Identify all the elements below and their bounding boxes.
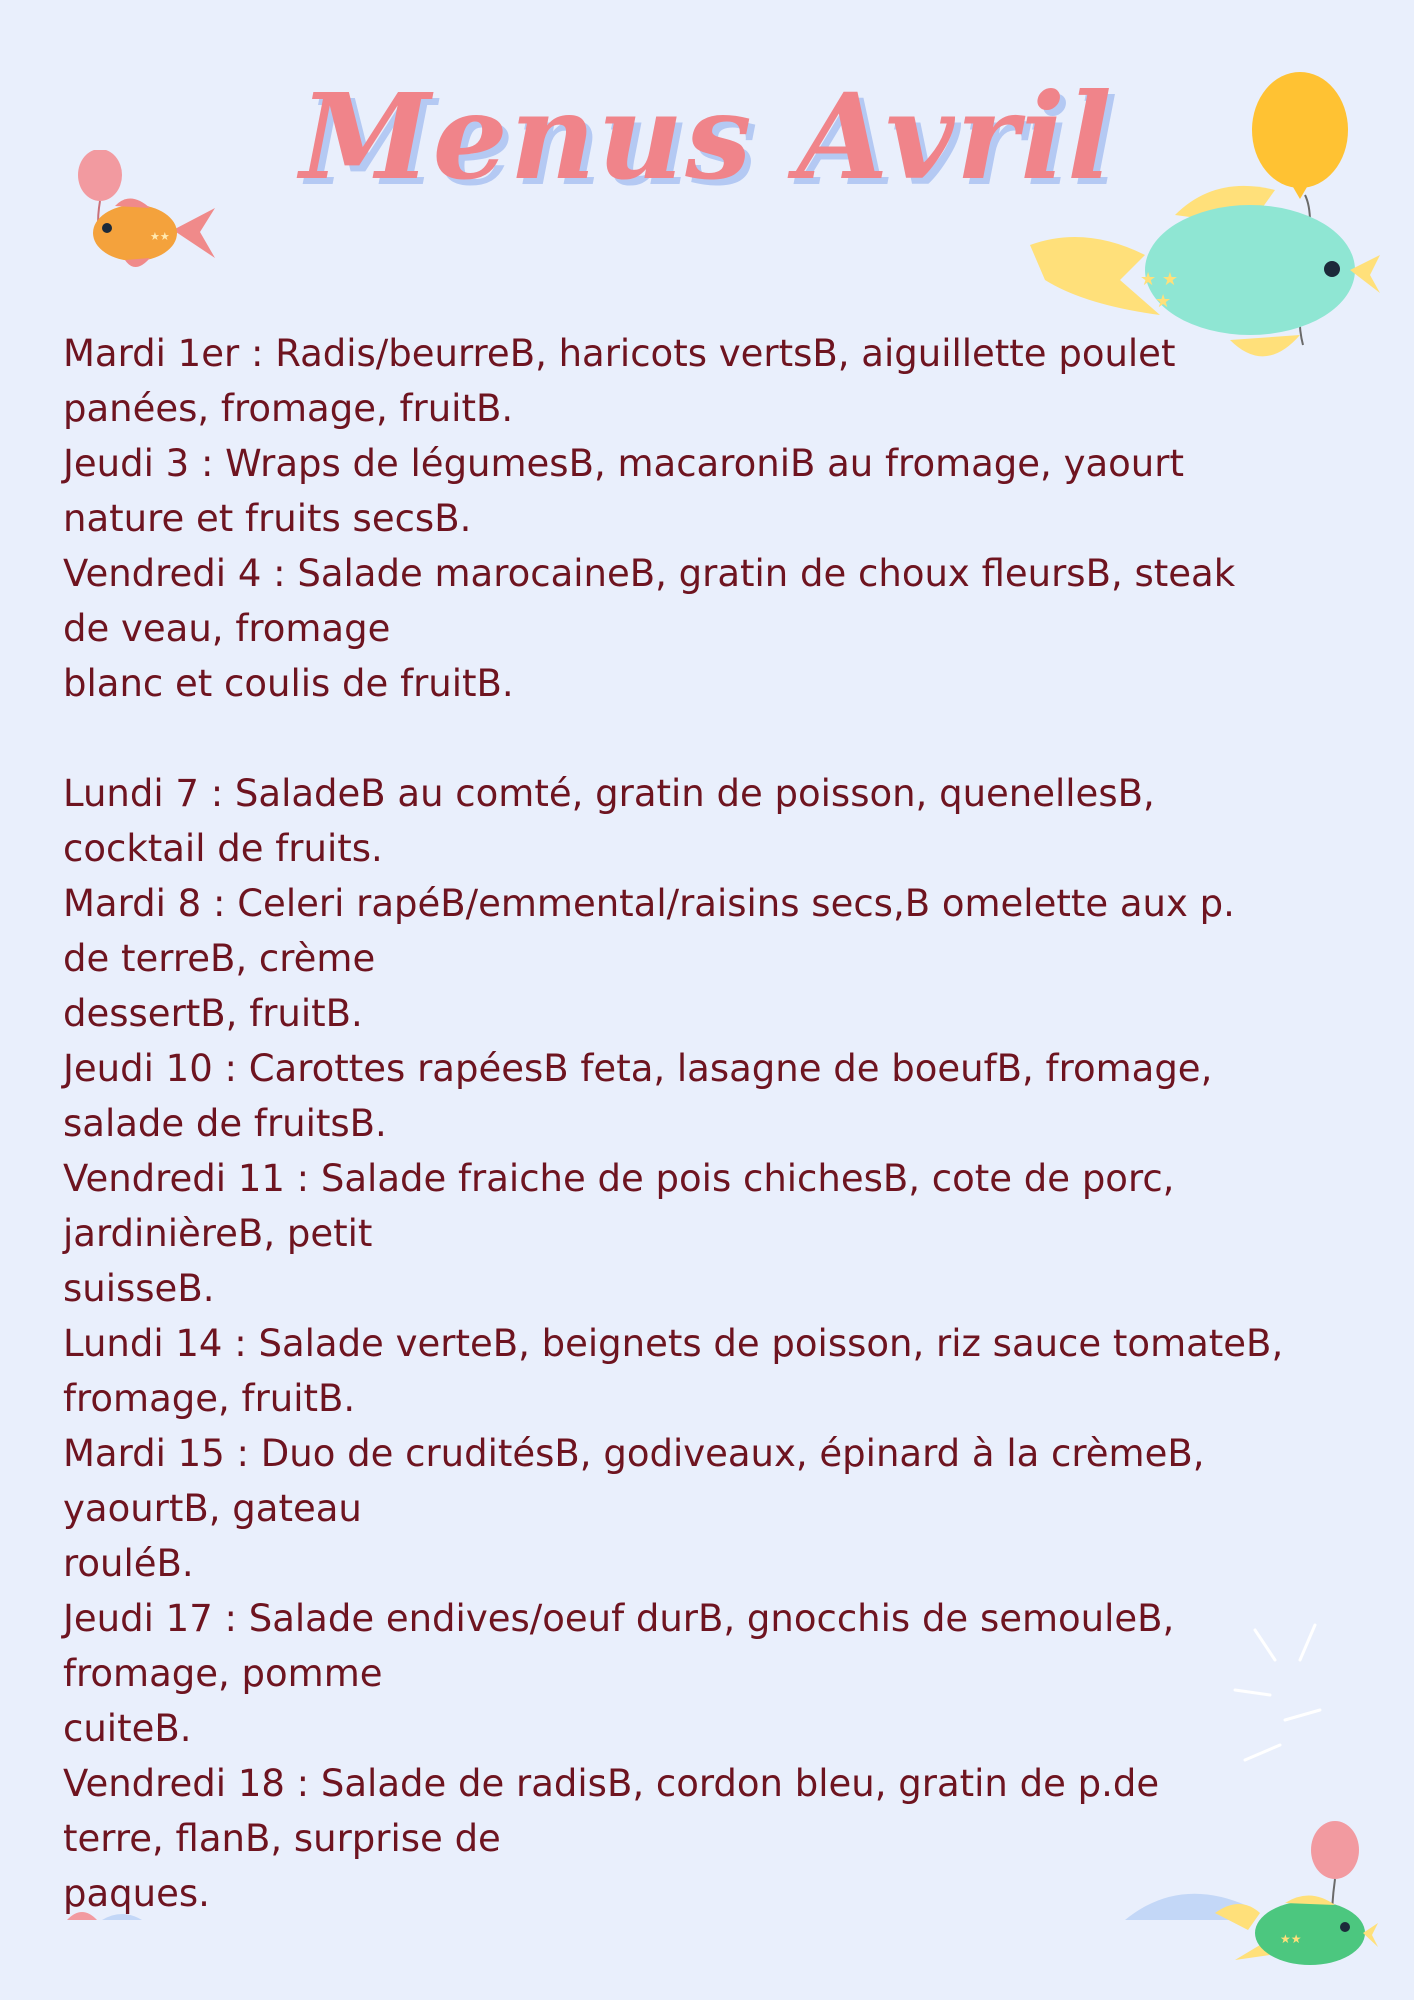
- menu-line: jardinièreB, petit: [63, 1212, 373, 1255]
- menu-list: [63, 326, 1353, 1921]
- menu-line: Mardi 15 : Duo de cruditésB, godiveaux, épinard à la crèmeB,: [63, 1432, 1205, 1475]
- menu-line: Jeudi 3 : Wraps de légumesB, macaroniB au fromage, yaourt: [63, 442, 1184, 485]
- menu-spacer-line: [63, 711, 1353, 766]
- menu-line: Mardi 1er : Radis/beurreB, haricots vertsB, aiguillette poulet: [63, 332, 1176, 375]
- svg-text:★★: ★★: [150, 230, 170, 243]
- menu-line: de veau, fromage: [63, 607, 391, 650]
- svg-text:★★: ★★: [1280, 1932, 1302, 1946]
- menu-line: de terreB, crème: [63, 937, 376, 980]
- menu-line: yaourtB, gateau: [63, 1487, 362, 1530]
- svg-text:★ ★: ★ ★: [1140, 269, 1178, 290]
- menu-line: panées, fromage, fruitB.: [63, 387, 514, 430]
- menu-line: suisseB.: [63, 1267, 215, 1310]
- menu-line: Vendredi 11 : Salade fraiche de pois chichesB, cote de porc,: [63, 1157, 1175, 1200]
- menu-line: cocktail de fruits.: [63, 827, 383, 870]
- menu-line: Mardi 8 : Celeri rapéB/emmental/raisins secs,B omelette aux p.: [63, 882, 1235, 925]
- menu-line: rouléB.: [63, 1542, 194, 1585]
- menu-line: fromage, pomme: [63, 1652, 383, 1695]
- menu-line: Lundi 7 : SaladeB au comté, gratin de poisson, quenellesB,: [63, 772, 1155, 815]
- menu-line: paques.: [63, 1872, 210, 1915]
- menu-line: nature et fruits secsB.: [63, 497, 472, 540]
- menu-line: dessertB, fruitB.: [63, 992, 363, 1035]
- menu-line: blanc et coulis de fruitB.: [63, 662, 514, 705]
- svg-text:★: ★: [1155, 291, 1172, 312]
- menu-line: Vendredi 4 : Salade marocaineB, gratin de choux fleursB, steak: [63, 552, 1236, 595]
- menu-line: cuiteB.: [63, 1707, 192, 1750]
- page-title: Menus Avril: [300, 67, 1114, 206]
- menu-line: terre, flanB, surprise de: [63, 1817, 501, 1860]
- menu-line: Jeudi 17 : Salade endives/oeuf durB, gnocchis de semouleB,: [63, 1597, 1175, 1640]
- menu-line: Jeudi 10 : Carottes rapéesB feta, lasagne de boeufB, fromage,: [63, 1047, 1213, 1090]
- menu-line: Lundi 14 : Salade verteB, beignets de poisson, riz sauce tomateB,: [63, 1322, 1284, 1365]
- menu-line: salade de fruitsB.: [63, 1102, 387, 1145]
- menu-line: Vendredi 18 : Salade de radisB, cordon bleu, gratin de p.de: [63, 1762, 1160, 1805]
- menu-line: fromage, fruitB.: [63, 1377, 356, 1420]
